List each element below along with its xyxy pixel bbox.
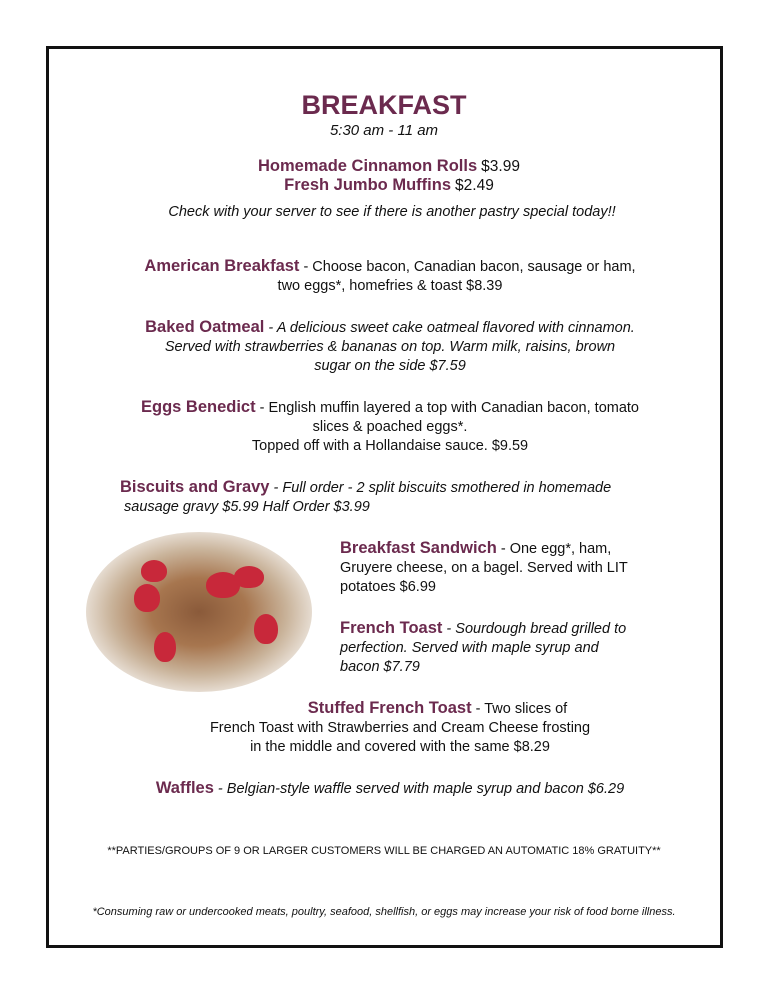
item-desc: potatoes $6.99	[340, 579, 436, 595]
menu-item-stuffed-french-toast	[0, 699, 768, 757]
item-name: Breakfast Sandwich	[340, 539, 497, 557]
item-desc: bacon $7.79	[340, 659, 420, 675]
menu-item-baked-oatmeal	[0, 318, 768, 376]
menu-item-american-breakfast	[0, 257, 768, 296]
menu-item-french-toast	[340, 619, 700, 677]
hours: 5:30 am - 11 am	[329, 122, 439, 139]
item-name: French Toast	[340, 619, 443, 637]
menu-item-biscuits-and-gravy	[120, 478, 720, 517]
french-toast-photo	[86, 532, 312, 692]
page-title: BREAKFAST	[301, 90, 467, 120]
item-price: $3.99	[481, 158, 520, 175]
item-desc: - English muffin layered a top with Canadian bacon, tomato	[255, 400, 639, 416]
menu-item-breakfast-sandwich	[340, 539, 700, 597]
item-name: Waffles	[155, 779, 214, 797]
item-desc: - Full order - 2 split biscuits smothered in homemade	[269, 480, 612, 496]
item-desc: sausage gravy $5.99 Half Order $3.99	[124, 499, 370, 515]
item-name: Stuffed French Toast	[307, 699, 472, 717]
item-name: Homemade Cinnamon Rolls	[258, 157, 478, 175]
item-price: $2.49	[455, 177, 494, 194]
item-name: American Breakfast	[144, 257, 300, 275]
item-desc: Gruyere cheese, on a bagel. Served with LIT	[340, 560, 628, 576]
item-desc: sugar on the side $7.59	[314, 358, 466, 374]
item-desc: in the middle and covered with the same $8.29	[250, 739, 550, 755]
pastry-cinnamon-rolls	[0, 157, 768, 177]
item-desc: French Toast with Strawberries and Cream Cheese frosting	[209, 720, 591, 736]
health-note: *Consuming raw or undercooked meats, poultry, seafood, shellfish, or eggs may increase your risk of food borne illness.	[92, 906, 676, 918]
item-name: Baked Oatmeal	[145, 318, 265, 336]
item-desc: two eggs*, homefries & toast $8.39	[277, 278, 503, 294]
item-desc: Topped off with a Hollandaise sauce. $9.59	[251, 438, 529, 454]
item-desc: - Sourdough bread grilled to	[442, 621, 627, 637]
item-desc: Served with strawberries & bananas on top. Warm milk, raisins, brown	[164, 339, 616, 355]
pastry-muffins	[0, 176, 768, 196]
item-desc: slices & poached eggs*.	[312, 419, 468, 435]
pastry-note: Check with your server to see if there is another pastry special today!!	[168, 204, 616, 220]
item-name: Fresh Jumbo Muffins	[284, 176, 451, 194]
item-desc: - Choose bacon, Canadian bacon, sausage or ham,	[299, 259, 636, 275]
item-desc: - One egg*, ham,	[496, 541, 612, 557]
item-name: Biscuits and Gravy	[120, 478, 270, 496]
item-desc: perfection. Served with maple syrup and	[340, 640, 599, 656]
item-desc: - A delicious sweet cake oatmeal flavored with cinnamon.	[264, 320, 635, 336]
item-desc: - Belgian-style waffle served with maple syrup and bacon $6.29	[213, 781, 625, 797]
menu-item-eggs-benedict	[0, 398, 768, 456]
gratuity-note: **PARTIES/GROUPS OF 9 OR LARGER CUSTOMERS WILL BE CHARGED AN AUTOMATIC 18% GRATUITY**	[107, 845, 661, 857]
menu-item-waffles	[0, 779, 768, 799]
item-desc: - Two slices of	[471, 701, 568, 717]
item-name: Eggs Benedict	[140, 398, 256, 416]
